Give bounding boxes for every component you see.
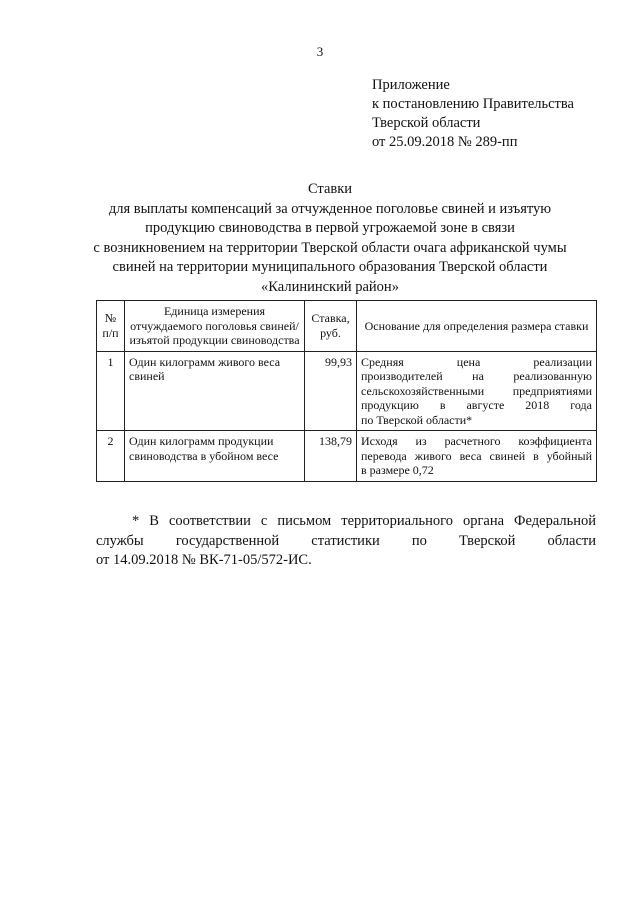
footnote-line: от 14.09.2018 № ВК-71-05/572-ИС. [96, 552, 312, 568]
footnote-line: * В соответствии с письмом территориального органа Федеральной [132, 513, 596, 529]
basis-line: по Тверской области* [361, 412, 473, 427]
footnote-line: службы государственной статистики по Тверской области [96, 532, 596, 549]
title-line: для выплаты компенсаций за отчужденное поголовье свиней и изъятую [108, 200, 552, 217]
header-basis: Основание для определения размера ставки [357, 301, 597, 352]
cell-number: 1 [97, 351, 125, 431]
cell-unit: Один килограмм живого веса свиней [125, 351, 305, 431]
basis-line: Средняя цена реализации [361, 354, 592, 369]
appendix-line: к постановлению Правительства [372, 96, 574, 112]
cell-number: 2 [97, 431, 125, 482]
table-row [97, 351, 597, 431]
title-line: «Калининский район» [261, 278, 399, 295]
basis-line: продукцию в августе 2018 года [361, 398, 592, 412]
cell-rate: 99,93 [305, 351, 357, 431]
header-rate: Ставка, руб. [305, 301, 357, 352]
appendix-line: Тверской области [372, 115, 481, 131]
title-line: продукцию свиноводства в первой угрожаемой зоне в связи [145, 220, 515, 236]
cell-rate: 138,79 [305, 431, 357, 482]
document-title [80, 180, 580, 297]
table-row [97, 431, 597, 482]
appendix-header [372, 76, 574, 152]
basis-line: производителей на реализованную [361, 369, 592, 383]
cell-basis [357, 431, 597, 482]
cell-unit: Один килограмм продукции свиноводства в убойном весе [125, 431, 305, 482]
table-header-row [97, 301, 597, 352]
header-number: № п/п [97, 301, 125, 352]
basis-line: сельскохозяйственными предприятиями [361, 383, 592, 398]
basis-line: в размере 0,72 [361, 463, 434, 477]
appendix-line: от 25.09.2018 № 289-пп [372, 134, 518, 150]
page-number: 3 [316, 44, 324, 59]
title-line: свиней на территории муниципального образования Тверской области [112, 259, 548, 275]
cell-basis [357, 351, 597, 431]
header-unit: Единица измерения отчуждаемого поголовья свиней/изъятой продукции свиноводства [125, 301, 305, 352]
basis-line: Исходя из расчетного коэффициента [361, 434, 592, 448]
title-line: Ставки [307, 181, 353, 197]
appendix-line: Приложение [372, 77, 450, 93]
footnote [96, 512, 596, 571]
rates-table [96, 300, 597, 482]
title-line: с возникновением на территории Тверской области очага африканской чумы [93, 239, 567, 256]
basis-line: перевода живого веса свиней в убойный [361, 448, 592, 463]
